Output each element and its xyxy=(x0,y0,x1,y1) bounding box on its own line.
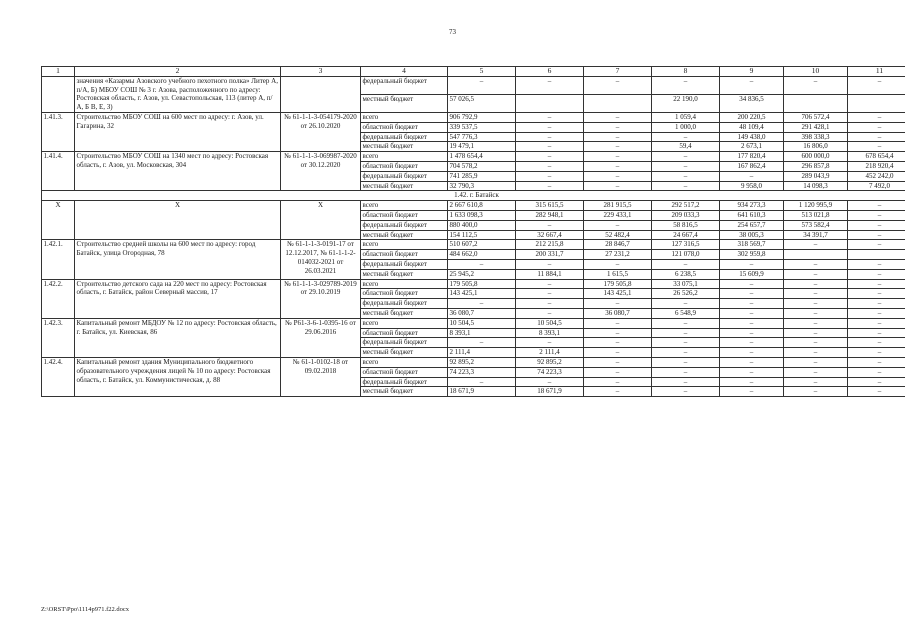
funding-source: областной бюджет xyxy=(361,250,448,260)
amount-cell: 6 548,9 xyxy=(652,308,720,318)
amount-cell: 32 790,3 xyxy=(448,181,516,191)
amount-cell: – xyxy=(784,318,848,328)
amount-cell: – xyxy=(784,308,848,318)
amount-cell: 7 492,0 xyxy=(848,181,905,191)
funding-source: всего xyxy=(361,279,448,289)
amount-cell: – xyxy=(516,377,584,387)
amount-cell: 121 078,0 xyxy=(652,250,720,260)
amount-cell: 92 895,2 xyxy=(448,357,516,367)
amount-cell: – xyxy=(720,299,784,309)
section-title: 1.42. г. Батайск xyxy=(42,191,905,201)
amount-cell: – xyxy=(784,259,848,269)
amount-cell: 1 120 995,9 xyxy=(784,201,848,211)
amount-cell: – xyxy=(584,299,652,309)
amount-cell: – xyxy=(584,171,652,181)
amount-cell: 339 537,5 xyxy=(448,122,516,132)
table-row xyxy=(42,152,905,162)
amount-cell: – xyxy=(516,161,584,171)
amount-cell: 33 075,1 xyxy=(652,279,720,289)
funding-source: местный бюджет xyxy=(361,94,448,112)
amount-cell: – xyxy=(652,387,720,397)
amount-cell: 10 504,5 xyxy=(448,318,516,328)
amount-cell: 2 111,4 xyxy=(448,348,516,358)
table-row xyxy=(42,201,905,211)
amount-cell xyxy=(848,250,905,260)
amount-cell: – xyxy=(784,338,848,348)
amount-cell: – xyxy=(652,181,720,191)
amount-cell: – xyxy=(848,299,905,309)
amount-cell: – xyxy=(848,338,905,348)
amount-cell: – xyxy=(720,279,784,289)
amount-cell: – xyxy=(516,122,584,132)
amount-cell: – xyxy=(848,76,905,94)
funding-source: федеральный бюджет xyxy=(361,377,448,387)
amount-cell: 24 667,4 xyxy=(652,230,720,240)
amount-cell: – xyxy=(516,259,584,269)
amount-cell: 704 578,2 xyxy=(448,161,516,171)
row-number: 1.41.4. xyxy=(42,152,75,191)
amount-cell: – xyxy=(848,269,905,279)
amount-cell: – xyxy=(848,112,905,122)
amount-cell: – xyxy=(652,328,720,338)
funding-source: федеральный бюджет xyxy=(361,171,448,181)
amount-cell: 880 400,0 xyxy=(448,220,516,230)
amount-cell: – xyxy=(584,367,652,377)
amount-cell: 600 000,0 xyxy=(784,152,848,162)
amount-cell: – xyxy=(584,357,652,367)
amount-cell: – xyxy=(784,289,848,299)
project-document: X xyxy=(281,201,361,240)
amount-cell: 11 884,1 xyxy=(516,269,584,279)
amount-cell: 510 607,2 xyxy=(448,240,516,250)
row-number: 1.42.1. xyxy=(42,240,75,279)
amount-cell: 706 572,4 xyxy=(784,112,848,122)
amount-cell: – xyxy=(516,132,584,142)
amount-cell: – xyxy=(848,318,905,328)
funding-source: областной бюджет xyxy=(361,328,448,338)
funding-source: местный бюджет xyxy=(361,181,448,191)
funding-source: областной бюджет xyxy=(361,289,448,299)
amount-cell: 179 505,8 xyxy=(448,279,516,289)
column-header: 7 xyxy=(584,67,652,77)
amount-cell: – xyxy=(584,76,652,94)
amount-cell: 18 671,9 xyxy=(448,387,516,397)
amount-cell: – xyxy=(516,289,584,299)
amount-cell: – xyxy=(584,348,652,358)
amount-cell: – xyxy=(784,357,848,367)
funding-source: местный бюджет xyxy=(361,269,448,279)
amount-cell: 1 478 654,4 xyxy=(448,152,516,162)
amount-cell: – xyxy=(848,122,905,132)
object-name: Строительство МБОУ СОШ на 600 мест по адресу: г. Азов, ул. Гагарина, 32 xyxy=(75,112,281,151)
amount-cell: 934 273,3 xyxy=(720,201,784,211)
amount-cell: 641 610,3 xyxy=(720,210,784,220)
amount-cell: – xyxy=(784,328,848,338)
column-header: 9 xyxy=(720,67,784,77)
amount-cell: – xyxy=(784,387,848,397)
table-row xyxy=(42,318,905,328)
amount-cell: – xyxy=(652,259,720,269)
amount-cell: – xyxy=(784,377,848,387)
object-name: значения «Казармы Азовского учебного пехотного полка» Литер А, п/А, Б) МБОУ СОШ № 3 г. Азова, расположенного по адресу: Ростовская область, г. Азов, ул. Севастопольская, 113 (литер А, п/А, Б В, Е, З) xyxy=(75,76,281,112)
amount-cell: – xyxy=(584,132,652,142)
amount-cell: – xyxy=(848,279,905,289)
row-number: 1.42.3. xyxy=(42,318,75,357)
funding-source: областной бюджет xyxy=(361,161,448,171)
funding-source: местный бюджет xyxy=(361,348,448,358)
amount-cell: 14 098,3 xyxy=(784,181,848,191)
amount-cell: – xyxy=(652,152,720,162)
column-header: 2 xyxy=(75,67,281,77)
funding-source: местный бюджет xyxy=(361,230,448,240)
amount-cell: 8 393,1 xyxy=(448,328,516,338)
amount-cell: 2 673,1 xyxy=(720,142,784,152)
amount-cell: – xyxy=(652,132,720,142)
amount-cell xyxy=(848,94,905,112)
amount-cell: – xyxy=(448,259,516,269)
table-row xyxy=(42,76,905,94)
amount-cell: – xyxy=(516,181,584,191)
amount-cell: – xyxy=(848,289,905,299)
amount-cell: 9 958,0 xyxy=(720,181,784,191)
amount-cell: – xyxy=(652,377,720,387)
amount-cell: – xyxy=(720,259,784,269)
amount-cell: – xyxy=(652,76,720,94)
amount-cell: – xyxy=(848,328,905,338)
project-document xyxy=(281,76,361,112)
column-header: 8 xyxy=(652,67,720,77)
row-number: X xyxy=(42,201,75,240)
amount-cell: – xyxy=(584,338,652,348)
row-number: 1.41.3. xyxy=(42,112,75,151)
object-name: Строительство МБОУ СОШ на 1340 мест по адресу: Ростовская область, г. Азов, ул. Московская, 304 xyxy=(75,152,281,191)
project-document: № 61-1-1-3-054179-2020 от 26.10.2020 xyxy=(281,112,361,151)
amount-cell: – xyxy=(652,357,720,367)
amount-cell: 573 582,4 xyxy=(784,220,848,230)
amount-cell: – xyxy=(652,367,720,377)
amount-cell: – xyxy=(784,299,848,309)
amount-cell: – xyxy=(652,161,720,171)
funding-source: федеральный бюджет xyxy=(361,132,448,142)
amount-cell: – xyxy=(848,240,905,250)
amount-cell: – xyxy=(584,152,652,162)
amount-cell: 6 238,5 xyxy=(652,269,720,279)
amount-cell: 179 505,8 xyxy=(584,279,652,289)
amount-cell: 281 915,5 xyxy=(584,201,652,211)
amount-cell: 167 862,4 xyxy=(720,161,784,171)
amount-cell: – xyxy=(584,318,652,328)
funding-source: всего xyxy=(361,240,448,250)
amount-cell: – xyxy=(784,240,848,250)
row-number: 1.42.4. xyxy=(42,357,75,396)
amount-cell: 154 112,5 xyxy=(448,230,516,240)
amount-cell: 57 026,5 xyxy=(448,94,516,112)
amount-cell: – xyxy=(784,279,848,289)
amount-cell: – xyxy=(516,142,584,152)
column-header: 5 xyxy=(448,67,516,77)
funding-source: федеральный бюджет xyxy=(361,220,448,230)
amount-cell: 38 005,3 xyxy=(720,230,784,240)
object-name: Капитальный ремонт МБДОУ № 12 по адресу: Ростовская область, г. Батайск, ул. Киевская, 86 xyxy=(75,318,281,357)
amount-cell: – xyxy=(720,338,784,348)
amount-cell: 254 657,7 xyxy=(720,220,784,230)
object-name: Капитальный ремонт здания Муниципального бюджетного образовательного учреждения лицей № 10 по адресу: Ростовская область, г. Батайск, ул. Коммунистическая, д. 88 xyxy=(75,357,281,396)
amount-cell: 36 080,7 xyxy=(448,308,516,318)
amount-cell: 209 033,3 xyxy=(652,210,720,220)
amount-cell: – xyxy=(784,348,848,358)
row-number: 1.42.2. xyxy=(42,279,75,318)
amount-cell: – xyxy=(848,201,905,211)
amount-cell: – xyxy=(652,338,720,348)
amount-cell: 513 021,8 xyxy=(784,210,848,220)
amount-cell: – xyxy=(720,171,784,181)
amount-cell: 741 285,9 xyxy=(448,171,516,181)
amount-cell: 315 615,5 xyxy=(516,201,584,211)
amount-cell: – xyxy=(848,220,905,230)
amount-cell: 59,4 xyxy=(652,142,720,152)
amount-cell xyxy=(516,94,584,112)
amount-cell: – xyxy=(848,367,905,377)
amount-cell: 229 433,1 xyxy=(584,210,652,220)
amount-cell: 177 820,4 xyxy=(720,152,784,162)
amount-cell: – xyxy=(584,377,652,387)
object-name: X xyxy=(75,201,281,240)
amount-cell: – xyxy=(584,142,652,152)
amount-cell: – xyxy=(784,269,848,279)
amount-cell: 34 391,7 xyxy=(784,230,848,240)
amount-cell: 318 569,7 xyxy=(720,240,784,250)
funding-source: всего xyxy=(361,318,448,328)
row-number xyxy=(42,76,75,112)
amount-cell: 26 526,2 xyxy=(652,289,720,299)
amount-cell: 143 425,1 xyxy=(448,289,516,299)
amount-cell: – xyxy=(848,230,905,240)
project-document: № 61-1-1-3-029789-2019 от 29.10.2019 xyxy=(281,279,361,318)
funding-source: федеральный бюджет xyxy=(361,76,448,94)
amount-cell: – xyxy=(652,318,720,328)
amount-cell: 547 776,3 xyxy=(448,132,516,142)
amount-cell: 27 231,2 xyxy=(584,250,652,260)
amount-cell: – xyxy=(720,76,784,94)
amount-cell: – xyxy=(848,259,905,269)
funding-source: всего xyxy=(361,152,448,162)
amount-cell: 1 000,0 xyxy=(652,122,720,132)
amount-cell: 10 504,5 xyxy=(516,318,584,328)
amount-cell: 452 242,0 xyxy=(848,171,905,181)
amount-cell: – xyxy=(516,279,584,289)
funding-source: областной бюджет xyxy=(361,122,448,132)
funding-source: областной бюджет xyxy=(361,210,448,220)
amount-cell: 74 223,3 xyxy=(516,367,584,377)
amount-cell: 127 316,5 xyxy=(652,240,720,250)
amount-cell: – xyxy=(848,348,905,358)
project-document: № 61-1-0102-18 от 09.02.2018 xyxy=(281,357,361,396)
funding-source: областной бюджет xyxy=(361,367,448,377)
file-path-footer: Z:\ORST\Ppo\1114p971.f22.docx xyxy=(41,606,129,613)
amount-cell: – xyxy=(584,181,652,191)
amount-cell: – xyxy=(848,142,905,152)
amount-cell: 16 806,0 xyxy=(784,142,848,152)
amount-cell: 22 190,0 xyxy=(652,94,720,112)
amount-cell: – xyxy=(848,377,905,387)
amount-cell: 25 945,2 xyxy=(448,269,516,279)
funding-source: местный бюджет xyxy=(361,308,448,318)
amount-cell: – xyxy=(584,328,652,338)
amount-cell: 906 792,9 xyxy=(448,112,516,122)
column-header: 10 xyxy=(784,67,848,77)
amount-cell: 32 667,4 xyxy=(516,230,584,240)
amount-cell: 149 438,0 xyxy=(720,132,784,142)
amount-cell: – xyxy=(784,367,848,377)
amount-cell: 92 895,2 xyxy=(516,357,584,367)
amount-cell: – xyxy=(720,357,784,367)
table-row xyxy=(42,279,905,289)
amount-cell: 34 836,5 xyxy=(720,94,784,112)
amount-cell: 48 109,4 xyxy=(720,122,784,132)
amount-cell: – xyxy=(516,299,584,309)
amount-cell: – xyxy=(516,171,584,181)
amount-cell: – xyxy=(516,308,584,318)
funding-source: местный бюджет xyxy=(361,142,448,152)
amount-cell: 484 662,0 xyxy=(448,250,516,260)
amount-cell: 282 948,1 xyxy=(516,210,584,220)
amount-cell: – xyxy=(720,328,784,338)
column-header: 11 xyxy=(848,67,905,77)
amount-cell: 291 428,1 xyxy=(784,122,848,132)
object-name: Строительство средней школы на 600 мест по адресу: город Батайск, улица Огородная, 78 xyxy=(75,240,281,279)
amount-cell: – xyxy=(848,308,905,318)
header-row xyxy=(42,67,905,77)
funding-source: всего xyxy=(361,201,448,211)
budget-table xyxy=(41,66,905,397)
amount-cell: 678 654,4 xyxy=(848,152,905,162)
table-row xyxy=(42,240,905,250)
funding-source: федеральный бюджет xyxy=(361,338,448,348)
column-header: 4 xyxy=(361,67,448,77)
amount-cell: 19 479,1 xyxy=(448,142,516,152)
amount-cell: 200 220,5 xyxy=(720,112,784,122)
amount-cell: 8 393,1 xyxy=(516,328,584,338)
amount-cell: – xyxy=(848,357,905,367)
amount-cell: – xyxy=(720,308,784,318)
project-document: № 61-1-1-3-0191-17 от 12.12.2017, № 61-1-1-2-014032-2021 от 26.03.2021 xyxy=(281,240,361,279)
column-header: 3 xyxy=(281,67,361,77)
column-header: 1 xyxy=(42,67,75,77)
amount-cell: – xyxy=(584,161,652,171)
funding-source: местный бюджет xyxy=(361,387,448,397)
amount-cell: – xyxy=(516,220,584,230)
amount-cell: – xyxy=(516,152,584,162)
amount-cell: – xyxy=(516,112,584,122)
amount-cell: – xyxy=(448,377,516,387)
amount-cell: – xyxy=(516,76,584,94)
amount-cell: – xyxy=(720,387,784,397)
table-row xyxy=(42,357,905,367)
amount-cell: – xyxy=(448,338,516,348)
amount-cell: – xyxy=(584,112,652,122)
funding-source: всего xyxy=(361,357,448,367)
page-number: 73 xyxy=(449,28,456,36)
amount-cell: 1 615,5 xyxy=(584,269,652,279)
amount-cell: – xyxy=(720,377,784,387)
amount-cell: – xyxy=(848,210,905,220)
amount-cell: – xyxy=(784,76,848,94)
amount-cell: 52 482,4 xyxy=(584,230,652,240)
amount-cell: – xyxy=(516,338,584,348)
amount-cell: 296 857,8 xyxy=(784,161,848,171)
amount-cell: – xyxy=(848,132,905,142)
amount-cell: – xyxy=(652,171,720,181)
column-header: 6 xyxy=(516,67,584,77)
amount-cell: 212 215,8 xyxy=(516,240,584,250)
funding-source: федеральный бюджет xyxy=(361,259,448,269)
amount-cell: 28 846,7 xyxy=(584,240,652,250)
amount-cell xyxy=(584,94,652,112)
amount-cell: – xyxy=(448,299,516,309)
amount-cell: 36 080,7 xyxy=(584,308,652,318)
amount-cell: – xyxy=(652,348,720,358)
amount-cell: – xyxy=(720,318,784,328)
amount-cell: 302 959,8 xyxy=(720,250,784,260)
amount-cell: 1 059,4 xyxy=(652,112,720,122)
table-row xyxy=(42,112,905,122)
amount-cell: 292 517,2 xyxy=(652,201,720,211)
amount-cell: 1 633 098,3 xyxy=(448,210,516,220)
amount-cell: 2 111,4 xyxy=(516,348,584,358)
amount-cell: – xyxy=(720,367,784,377)
amount-cell: – xyxy=(584,220,652,230)
amount-cell: 143 425,1 xyxy=(584,289,652,299)
amount-cell: – xyxy=(448,76,516,94)
amount-cell: 15 609,9 xyxy=(720,269,784,279)
section-row xyxy=(42,191,905,201)
amount-cell: 289 043,9 xyxy=(784,171,848,181)
project-document: № Р61-3-6-1-0395-16 от 29.06.2016 xyxy=(281,318,361,357)
amount-cell: 58 816,5 xyxy=(652,220,720,230)
amount-cell: 218 920,4 xyxy=(848,161,905,171)
amount-cell: – xyxy=(720,289,784,299)
amount-cell: 18 671,9 xyxy=(516,387,584,397)
object-name: Строительство детского сада на 220 мест по адресу: Ростовская область, г. Батайск, район Северный массив, 17 xyxy=(75,279,281,318)
amount-cell: – xyxy=(652,299,720,309)
funding-source: всего xyxy=(361,112,448,122)
amount-cell: 200 331,7 xyxy=(516,250,584,260)
amount-cell: 2 667 610,8 xyxy=(448,201,516,211)
funding-source: федеральный бюджет xyxy=(361,299,448,309)
amount-cell: – xyxy=(720,348,784,358)
amount-cell: 398 338,3 xyxy=(784,132,848,142)
amount-cell xyxy=(784,250,848,260)
amount-cell: – xyxy=(584,122,652,132)
amount-cell: 74 223,3 xyxy=(448,367,516,377)
project-document: № 61-1-1-3-069987-2020 от 30.12.2020 xyxy=(281,152,361,191)
amount-cell xyxy=(784,94,848,112)
amount-cell: – xyxy=(584,387,652,397)
amount-cell: – xyxy=(848,387,905,397)
amount-cell: – xyxy=(584,259,652,269)
